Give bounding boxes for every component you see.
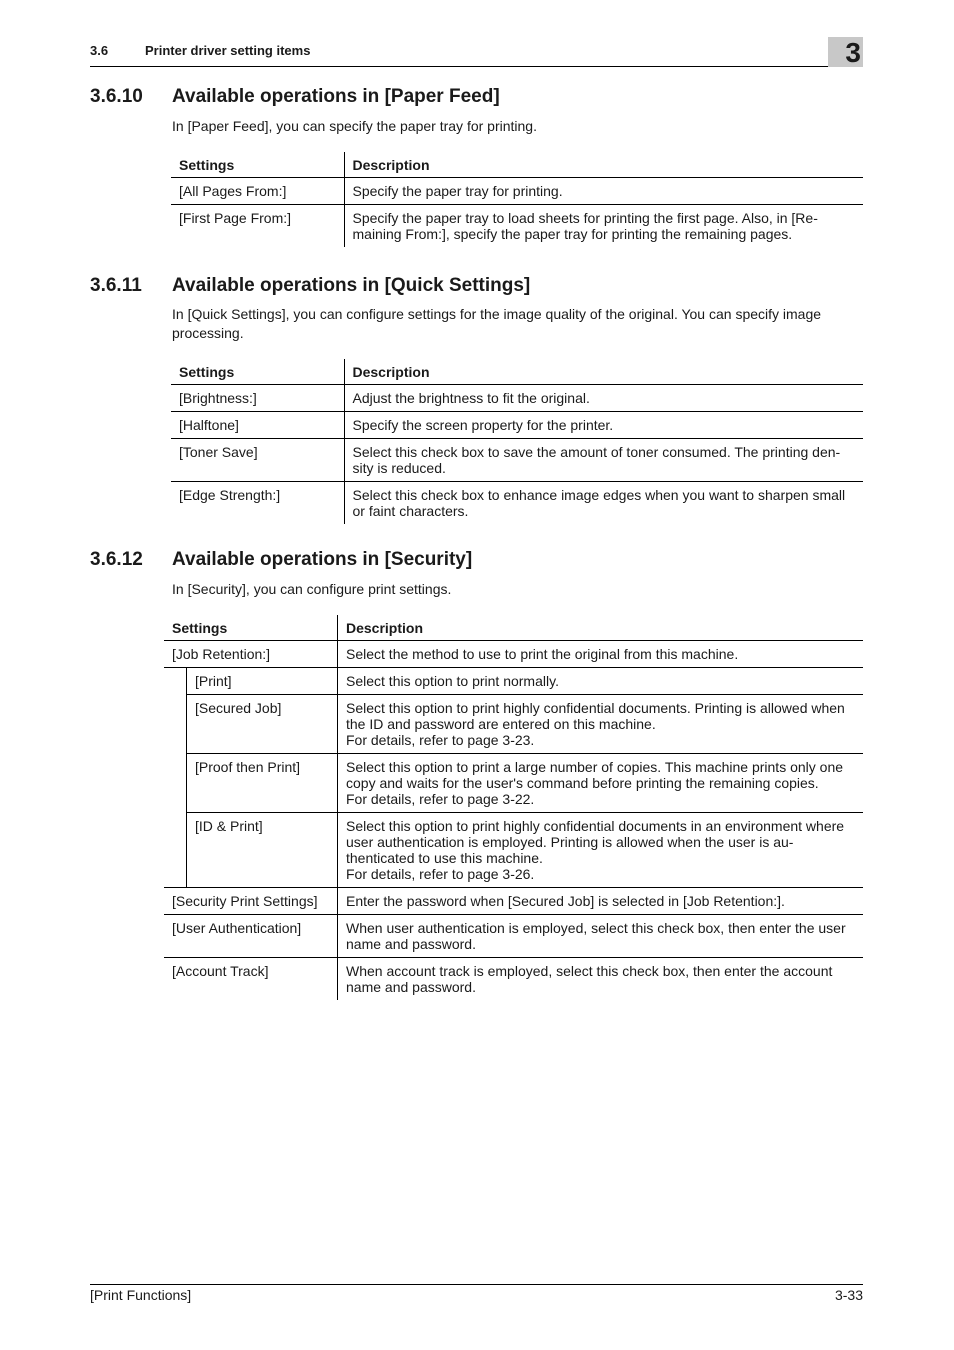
sub-setting-name: [ID & Print] [187, 813, 338, 888]
setting-name: [Account Track] [164, 958, 338, 1001]
column-header-settings: Settings [164, 615, 338, 641]
setting-name: [First Page From:] [171, 205, 344, 248]
footer-page-number: 3-33 [834, 1287, 863, 1303]
setting-description: When account track is employed, select this check box, then enter the account name and password. [346, 963, 833, 995]
table-row [164, 695, 863, 754]
column-header-description: Description [344, 152, 863, 178]
setting-description: Select this option to print a large number of copies. This machine prints only one copy and waits for the user's command before printing the remaining copies. For details, refer to page 3-22. [338, 754, 864, 813]
table-row [171, 482, 863, 525]
setting-name: [Brightness:] [171, 385, 344, 412]
indent-cell [164, 813, 187, 888]
security-settings-table [164, 615, 863, 1000]
table-row [164, 888, 863, 915]
header-section-number: 3.6 [90, 43, 109, 58]
column-header-settings: Settings [171, 152, 344, 178]
table-row [164, 958, 863, 1001]
running-header [90, 40, 863, 67]
section-heading-paper-feed [90, 86, 500, 108]
setting-description: Select this option to print highly confidential documents. Printing is allowed when the ID and password are entered on this machine. For details, refer to page 3-23. [338, 695, 864, 754]
setting-description: Select this check box to enhance image edges when you want to sharpen small or faint characters. [352, 487, 846, 519]
setting-name: [All Pages From:] [171, 178, 344, 205]
column-header-description: Description [338, 615, 864, 641]
table-row [164, 641, 863, 668]
sub-setting-name: [Secured Job] [187, 695, 338, 754]
setting-name: [Toner Save] [171, 439, 344, 482]
setting-description: Specify the screen property for the printer. [344, 412, 863, 439]
section-title: Available operations in [Paper Feed] [172, 86, 500, 107]
setting-description: Specify the paper tray for printing. [344, 178, 863, 205]
indent-cell [164, 754, 187, 813]
setting-name: [Halftone] [171, 412, 344, 439]
setting-name: [Job Retention:] [164, 641, 338, 668]
section-number: 3.6.12 [90, 549, 143, 570]
table-header-row [164, 615, 863, 641]
section-heading-quick-settings [90, 275, 530, 297]
table-row [164, 915, 863, 958]
setting-name: [Edge Strength:] [171, 482, 344, 525]
section-number: 3.6.11 [90, 275, 142, 296]
sub-setting-name: [Print] [187, 668, 338, 695]
setting-description: Enter the password when [Secured Job] is selected in [Job Retention:]. [338, 888, 864, 915]
table-row [171, 385, 863, 412]
section-number: 3.6.10 [90, 86, 143, 107]
section-heading-security [90, 549, 472, 571]
table-row [164, 668, 863, 695]
quick-settings-table [171, 359, 863, 524]
setting-description: Select the method to use to print the original from this machine. [338, 641, 864, 668]
setting-description: When user authentication is employed, select this check box, then enter the user name and password. [338, 915, 864, 958]
table-row [164, 813, 863, 888]
table-row [171, 412, 863, 439]
section-intro: In [Security], you can configure print settings. [172, 581, 452, 597]
section-intro: In [Quick Settings], you can configure settings for the image quality of the original. You can specify image processing. [172, 306, 822, 341]
setting-description: Select this option to print highly confidential documents in an environment where user authentication is employed. Printing is allowed when the user is au-thenticated to use this machine. For details, refer to page 3-26. [338, 813, 864, 888]
table-row [164, 754, 863, 813]
footer-manual-title: [Print Functions] [90, 1287, 192, 1303]
header-section-title: Printer driver setting items [145, 43, 311, 58]
setting-description: Specify the paper tray to load sheets for printing the first page. Also, in [Re-maining From:], specify the paper tray for printing the remaining pages. [352, 210, 818, 242]
section-title: Available operations in [Quick Settings] [172, 275, 531, 296]
column-header-settings: Settings [171, 359, 344, 385]
setting-description: Adjust the brightness to fit the original. [344, 385, 863, 412]
chapter-number-tab: 3 [828, 37, 863, 67]
indent-cell [164, 695, 187, 754]
table-row [171, 439, 863, 482]
column-header-description: Description [344, 359, 863, 385]
section-title: Available operations in [Security] [172, 549, 473, 570]
table-header-row [171, 359, 863, 385]
paper-feed-settings-table [171, 152, 863, 247]
indent-cell [164, 668, 187, 695]
section-intro: In [Paper Feed], you can specify the paper tray for printing. [172, 118, 537, 134]
table-row [171, 178, 863, 205]
footer-rule [90, 1284, 863, 1285]
setting-description: Select this check box to save the amount of toner consumed. The printing den-sity is reduced. [344, 439, 863, 482]
table-header-row [171, 152, 863, 178]
table-row [171, 205, 863, 248]
setting-description: Select this option to print normally. [338, 668, 864, 695]
setting-name: [User Authentication] [164, 915, 338, 958]
sub-setting-name: [Proof then Print] [187, 754, 338, 813]
setting-name: [Security Print Settings] [164, 888, 338, 915]
